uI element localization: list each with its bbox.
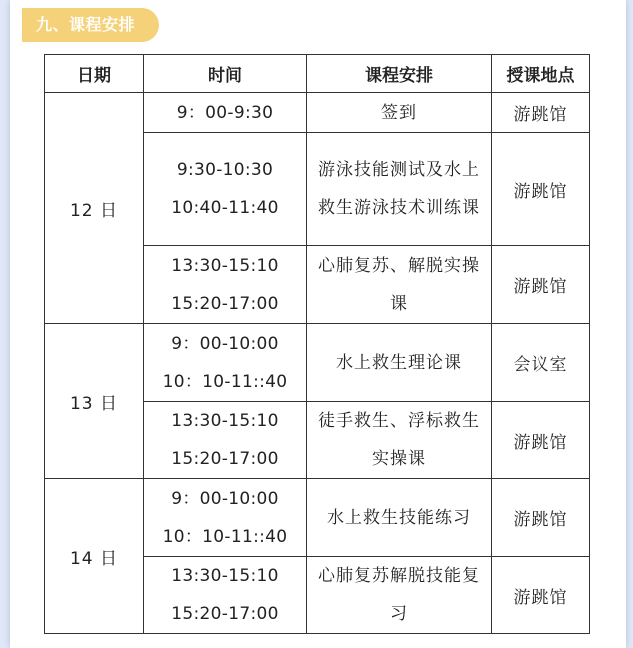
time-slot: 10：10-11::40 (162, 526, 288, 547)
course-name: 水上救生理论课 (336, 352, 462, 373)
time-slot: 10：10-11::40 (162, 371, 288, 392)
time-cell (144, 557, 307, 634)
time-slot: 9：00-10:00 (171, 333, 279, 354)
time-cell (144, 402, 307, 479)
place-cell: 游跳馆 (492, 402, 590, 479)
time-slot: 15:20-17:00 (171, 449, 279, 469)
time-slot: 9：00-9:30 (176, 102, 274, 123)
place-cell: 游跳馆 (492, 246, 590, 324)
course-cell (307, 557, 492, 634)
table-row (45, 479, 590, 557)
course-name: 徒手救生、浮标救生实操课 (318, 411, 480, 469)
time-slot: 13:30-15:10 (171, 566, 279, 586)
course-cell (307, 133, 492, 246)
course-name: 游泳技能测试及水上救生游泳技术训练课 (318, 160, 480, 218)
header-time: 时间 (144, 55, 307, 93)
course-name: 水上救生技能练习 (327, 507, 471, 528)
schedule-table (44, 54, 590, 634)
section-heading: 九、课程安排 (22, 8, 159, 42)
course-cell (307, 93, 492, 133)
place-cell: 游跳馆 (492, 133, 590, 246)
time-slot: 9：00-10:00 (171, 488, 279, 509)
course-cell (307, 402, 492, 479)
course-cell (307, 246, 492, 324)
table-row (45, 324, 590, 402)
header-row (45, 55, 590, 93)
place-cell: 会议室 (492, 324, 590, 402)
course-cell (307, 324, 492, 402)
time-slot: 10:40-11:40 (171, 198, 279, 218)
time-slot: 13:30-15:10 (171, 411, 279, 431)
date-cell: 14 日 (45, 479, 144, 634)
place-cell: 游跳馆 (492, 479, 590, 557)
time-slot: 15:20-17:00 (171, 604, 279, 624)
place-cell: 游跳馆 (492, 557, 590, 634)
time-cell (144, 324, 307, 402)
table-row (45, 93, 590, 133)
date-cell: 13 日 (45, 324, 144, 479)
date-cell: 12 日 (45, 93, 144, 324)
time-cell (144, 479, 307, 557)
time-cell (144, 133, 307, 246)
course-name: 心肺复苏、解脱实操课 (318, 255, 480, 314)
course-name: 签到 (381, 102, 417, 123)
time-cell (144, 246, 307, 324)
time-cell (144, 93, 307, 133)
course-name: 心肺复苏解脱技能复习 (318, 566, 480, 624)
header-date: 日期 (45, 55, 144, 93)
place-cell: 游跳馆 (492, 93, 590, 133)
time-slot: 13:30-15:10 (171, 255, 279, 276)
time-slot: 15:20-17:00 (171, 293, 279, 314)
course-cell (307, 479, 492, 557)
header-course: 课程安排 (307, 55, 492, 93)
header-place: 授课地点 (492, 55, 590, 93)
time-slot: 9:30-10:30 (176, 160, 274, 180)
